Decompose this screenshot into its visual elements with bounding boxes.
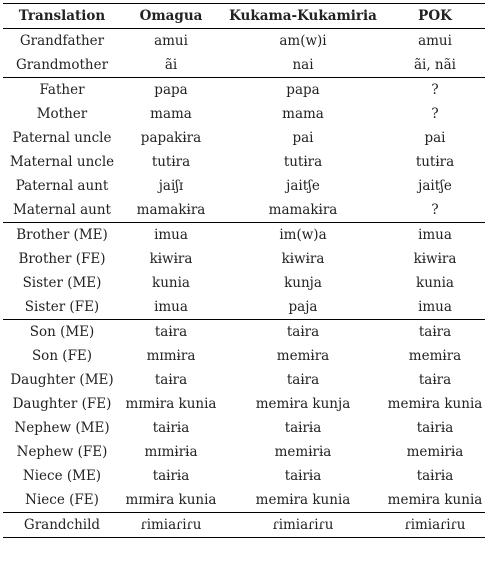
kukama-kukamiria-cell: ɾimiaɾiɾu — [221, 513, 385, 538]
pok-cell: pai — [424, 130, 446, 146]
omagua-cell: kunia — [152, 275, 190, 291]
kukama-kukamiria-cell: mamakɨra — [268, 202, 338, 218]
translation-cell: Sister (FE) — [24, 299, 100, 315]
pok-cell: taɨra — [385, 320, 485, 345]
omagua-cell: imua — [154, 299, 188, 315]
kukama-kukamiria-cell: taɨra — [221, 320, 385, 345]
table-body — [3, 29, 485, 538]
kukama-kukamiria-cell: memɨra — [276, 348, 330, 364]
header-omagua: Omagua — [121, 4, 221, 29]
kukama-kukamiria-cell: jaitʃe — [286, 178, 320, 194]
translation-cell: Nephew (FE) — [16, 444, 108, 460]
pok-cell: jaitʃe — [418, 178, 452, 194]
pok-cell: memɨra kunia — [387, 396, 483, 412]
omagua-cell: mɪmɨra — [146, 348, 196, 364]
table-row — [3, 488, 485, 513]
pok-cell: kunia — [416, 275, 454, 291]
kukama-kukamiria-cell: mama — [282, 106, 324, 122]
translation-cell: Brother (FE) — [18, 251, 106, 267]
pok-cell: tutɨra — [415, 154, 455, 170]
translation-cell: Daughter (ME) — [10, 372, 114, 388]
omagua-cell: mɪmɨra kunia — [125, 396, 217, 412]
omagua-cell: mamakɨra — [136, 202, 206, 218]
table-row — [3, 344, 485, 368]
omagua-cell: taɨrɨa — [152, 468, 190, 484]
header-kukama-kukamiria: Kukama-Kukamiria — [221, 4, 385, 29]
translation-cell: Sister (ME) — [22, 275, 102, 291]
omagua-cell: mama — [150, 106, 192, 122]
pok-cell: ɾimiaɾiɾu — [385, 513, 485, 538]
translation-cell: Niece (FE) — [25, 492, 99, 508]
header-translation: Translation — [3, 4, 121, 29]
translation-cell: Grandfather — [19, 33, 105, 49]
omagua-cell: ɾimiaɾiɾu — [121, 513, 221, 538]
kukama-kukamiria-cell: taɨra — [286, 372, 320, 388]
kukama-kukamiria-cell: tutɨra — [283, 154, 323, 170]
translation-cell: Son (FE) — [31, 348, 93, 364]
translation-cell: Grandmother — [15, 57, 109, 73]
table-row — [3, 29, 485, 54]
header-row — [3, 4, 485, 29]
kukama-kukamiria-cell: memɨrɨa — [274, 444, 332, 460]
table-row — [3, 513, 485, 538]
omagua-cell: imua — [121, 223, 221, 248]
table-row — [3, 126, 485, 150]
omagua-cell: mɪmɨrɨa — [144, 444, 198, 460]
table-row — [3, 78, 485, 103]
kukama-kukamiria-cell: am(w)i — [279, 33, 327, 49]
table-row — [3, 416, 485, 440]
translation-cell: Paternal aunt — [15, 178, 109, 194]
table-row — [3, 295, 485, 320]
kukama-kukamiria-cell: taɨrɨa — [284, 468, 322, 484]
table-row — [3, 102, 485, 126]
translation-cell: Nephew (ME) — [14, 420, 110, 436]
table-row — [3, 150, 485, 174]
kukama-kukamiria-cell: pai — [292, 130, 314, 146]
table-row — [3, 53, 485, 78]
pok-cell: memɨrɨa — [406, 444, 464, 460]
pok-cell: ãi, nãi — [413, 57, 456, 73]
pok-cell: taɨrɨa — [416, 468, 454, 484]
table-row — [3, 223, 485, 248]
omagua-cell: taɨra — [154, 372, 188, 388]
kukama-kukamiria-cell: taɨrɨa — [284, 420, 322, 436]
pok-cell: ? — [385, 78, 485, 103]
table-row — [3, 174, 485, 198]
omagua-cell: amui — [154, 33, 188, 49]
omagua-cell: jaiʃɪ — [158, 178, 184, 194]
translation-cell: Maternal aunt — [13, 202, 111, 218]
pok-cell: ? — [431, 106, 439, 122]
kukama-kukamiria-cell: paja — [288, 299, 318, 315]
translation-cell: Niece (ME) — [22, 468, 102, 484]
table-row — [3, 320, 485, 345]
table-row — [3, 247, 485, 271]
table-row — [3, 440, 485, 464]
header-pok: POK — [385, 4, 485, 29]
omagua-cell: taɨra — [121, 320, 221, 345]
pok-cell: imua — [418, 299, 452, 315]
translation-cell: Brother (ME) — [3, 223, 121, 248]
kukama-kukamiria-cell: im(w)a — [221, 223, 385, 248]
translation-cell: Maternal uncle — [9, 154, 115, 170]
kukama-kukamiria-cell: nai — [292, 57, 314, 73]
pok-cell: ? — [431, 202, 439, 218]
table-row — [3, 392, 485, 416]
omagua-cell: ãi — [164, 57, 178, 73]
pok-cell: imua — [385, 223, 485, 248]
table-row — [3, 464, 485, 488]
kukama-kukamiria-cell: memɨra kunja — [255, 396, 351, 412]
omagua-cell: kɨwɨra — [149, 251, 193, 267]
translation-cell: Daughter (FE) — [12, 396, 112, 412]
kukama-kukamiria-cell: memɨra kunia — [255, 492, 351, 508]
omagua-cell: taɨrɨa — [152, 420, 190, 436]
kukama-kukamiria-cell: papa — [221, 78, 385, 103]
omagua-cell: mɪmɨra kunia — [125, 492, 217, 508]
pok-cell: taɨra — [418, 372, 452, 388]
translation-cell: Son (ME) — [3, 320, 121, 345]
table-row — [3, 271, 485, 295]
pok-cell: amui — [418, 33, 452, 49]
translation-cell: Paternal uncle — [12, 130, 112, 146]
pok-cell: kɨwɨra — [413, 251, 457, 267]
omagua-cell: papakɨra — [140, 130, 202, 146]
kinship-terms-table — [3, 3, 485, 538]
kukama-kukamiria-cell: kɨwɨra — [281, 251, 325, 267]
pok-cell: taɨrɨa — [416, 420, 454, 436]
translation-cell: Father — [3, 78, 121, 103]
pok-cell: memɨra kunia — [387, 492, 483, 508]
omagua-cell: tutɨra — [151, 154, 191, 170]
pok-cell: memɨra — [408, 348, 462, 364]
omagua-cell: papa — [121, 78, 221, 103]
table-row — [3, 198, 485, 223]
translation-cell: Mother — [36, 106, 88, 122]
translation-cell: Grandchild — [3, 513, 121, 538]
kukama-kukamiria-cell: kunja — [284, 275, 322, 291]
table-row — [3, 368, 485, 392]
